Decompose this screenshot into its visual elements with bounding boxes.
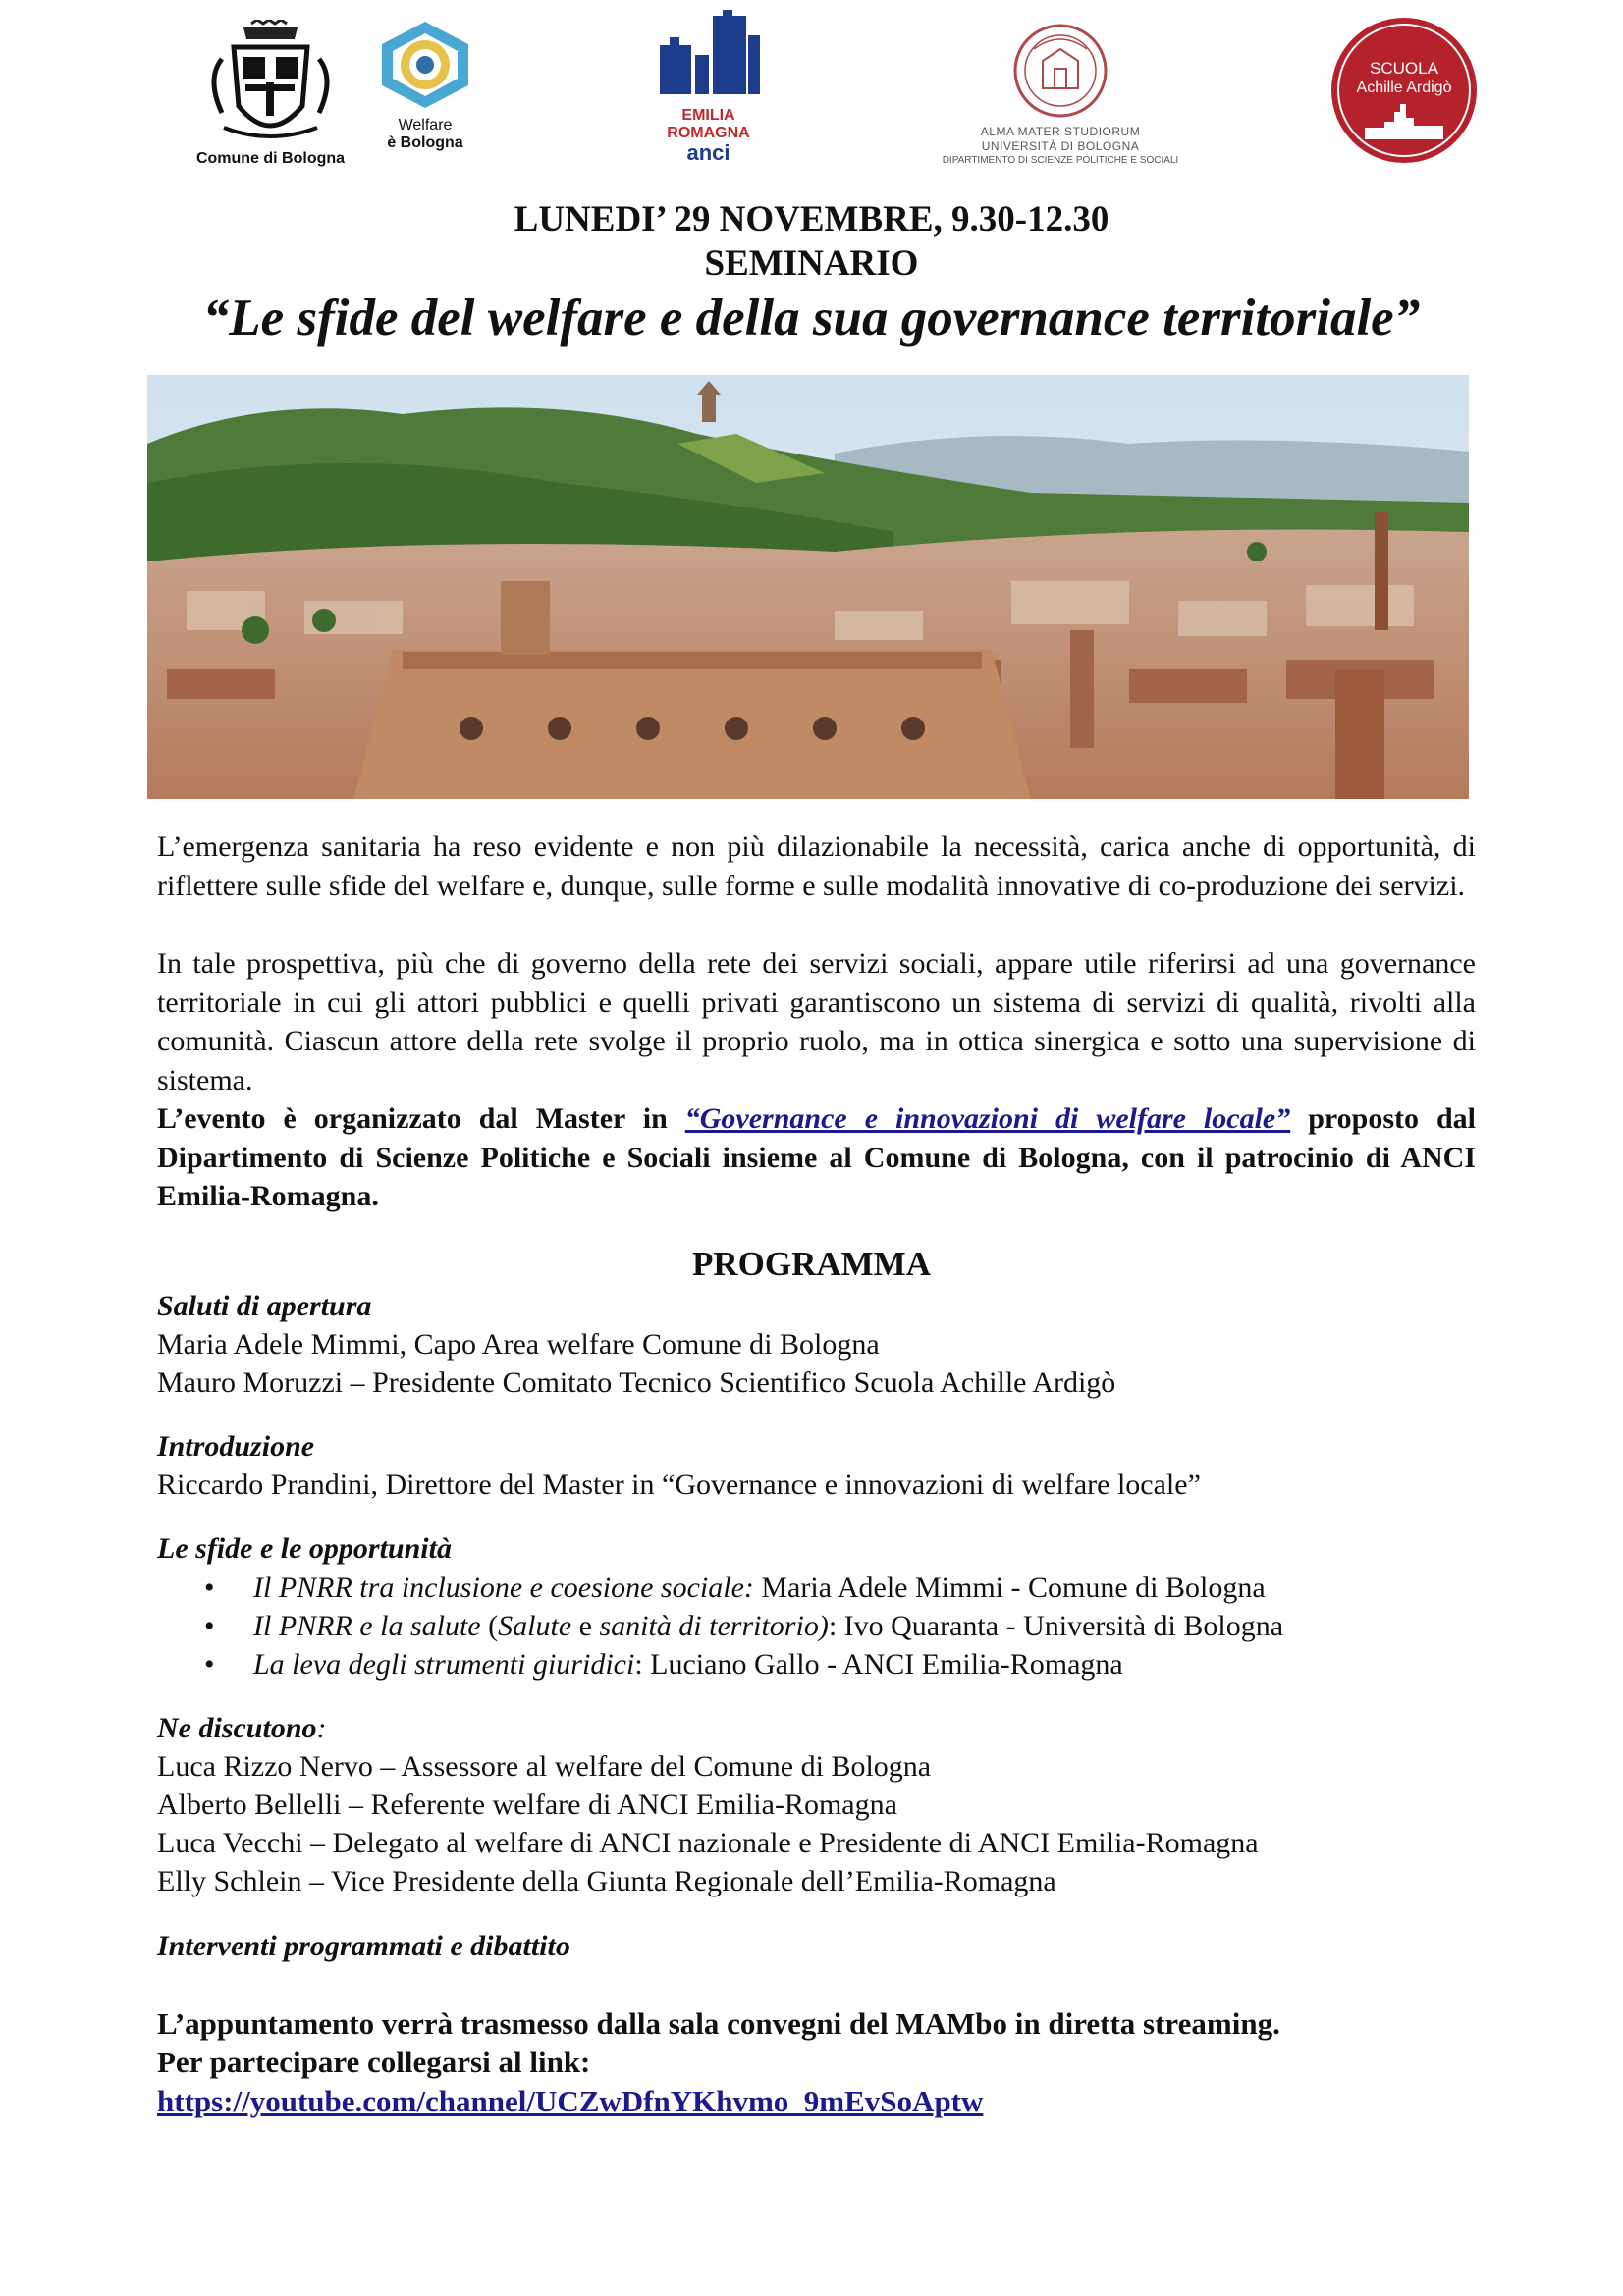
sfide-item (253, 1648, 1123, 1682)
ardigo-towers-icon (1365, 104, 1443, 139)
bologna-crest-icon (185, 20, 356, 142)
bullet-icon: • (204, 1648, 215, 1681)
saluti-heading: Saluti di apertura (157, 1290, 372, 1322)
comune-di-bologna-logo (185, 20, 356, 167)
sfide-item-topic: Il PNRR tra inclusione e coesione sociale: (253, 1572, 754, 1604)
programma-heading: PROGRAMMA (691, 1245, 931, 1283)
unibo-seal-icon (918, 22, 1203, 120)
welfare-bologna-logo (371, 20, 479, 167)
anci-logo-text-1: EMILIA (681, 107, 735, 124)
discutono-line: Luca Vecchi – Delegato al welfare di ANCI nazionale e Presidente di ANCI Emilia-Romagna (157, 1827, 1259, 1859)
event-title: “Le sfide del welfare e della sua governance territoriale” (202, 290, 1421, 347)
bullet-icon: • (204, 1610, 215, 1642)
saluti-line: Mauro Moruzzi – Presidente Comitato Tecnico Scientifico Scuola Achille Ardigò (157, 1366, 1116, 1399)
ardigo-logo-text-1: SCUOLA (1370, 59, 1438, 78)
event-kind: SEMINARIO (704, 243, 919, 284)
scuola-ardigo-logo (1331, 18, 1477, 163)
welfare-logo-text-2: è Bologna (387, 134, 463, 151)
bologna-logo-text: Comune di Bologna (195, 150, 346, 167)
sfide-item-text: e (571, 1610, 600, 1642)
sfide-item-topic: La leva degli strumenti giuridici (253, 1648, 635, 1681)
welfare-hexagon-icon (371, 20, 479, 110)
unibo-logo (918, 22, 1203, 169)
sfide-item-speaker: : Ivo Quaranta - Università di Bologna (828, 1610, 1284, 1642)
discutono-line: Luca Rizzo Nervo – Assessore al welfare del Comune di Bologna (157, 1750, 932, 1783)
anci-tower-icon (652, 10, 765, 96)
youtube-link[interactable]: https://youtube.com/channel/UCZwDfnYKhvmo_9mEvSoAptw (157, 2084, 984, 2118)
sfide-item-speaker: Maria Adele Mimmi - Comune di Bologna (753, 1572, 1266, 1604)
ardigo-logo-text-2: Achille Ardigò (1356, 80, 1452, 96)
sfide-item-speaker: : Luciano Gallo - ANCI Emilia-Romagna (634, 1648, 1123, 1681)
sfide-item-topic: Il PNRR e la salute (253, 1610, 481, 1642)
discutono-line: Elly Schlein – Vice Presidente della Giunta Regionale dell’Emilia-Romagna (157, 1865, 1056, 1897)
intro-p3-start: L’evento è organizzato dal Master in (157, 1102, 685, 1135)
intro-paragraph-1: L’emergenza sanitaria ha reso evidente e non più dilazionabile la necessità, carica anche di opportunità, di riflettere sulle sfide del welfare e, dunque, sulle forme e sulle modalità innovative di co-produzione dei servizi. (157, 830, 1476, 902)
sfide-item (253, 1572, 1266, 1605)
discutono-line: Alberto Bellelli – Referente welfare di ANCI Emilia-Romagna (157, 1789, 897, 1821)
welfare-logo-text-1: Welfare (398, 117, 453, 133)
unibo-logo-text-1: ALMA MATER STUDIORUM (980, 125, 1141, 138)
anci-emilia-romagna-logo (652, 10, 765, 167)
streaming-note: L’appuntamento verrà trasmesso dalla sala convegni del MAMbo in diretta streaming. (157, 2006, 1280, 2041)
discutono-heading-text: Ne discutono (157, 1712, 317, 1744)
bologna-panorama-photo (147, 375, 1469, 799)
interventi-heading: Interventi programmati e dibattito (157, 1930, 570, 1962)
event-date: LUNEDI’ 29 NOVEMBRE, 9.30-12.30 (514, 199, 1109, 240)
introduzione-heading: Introduzione (157, 1430, 315, 1463)
sfide-item-topic: sanità di territorio) (599, 1610, 829, 1642)
unibo-logo-text-3: DIPARTIMENTO DI SCIENZE POLITICHE E SOCIALI (942, 155, 1179, 166)
link-intro: Per partecipare collegarsi al link: (157, 2045, 591, 2079)
sfide-item-topic: Salute (498, 1610, 572, 1642)
master-link[interactable]: “Governance e innovazioni di welfare locale” (684, 1102, 1291, 1135)
sfide-item (253, 1610, 1283, 1643)
introduzione-line: Riccardo Prandini, Direttore del Master in “Governance e innovazioni di welfare locale” (157, 1468, 1201, 1501)
intro-paragraph-3 (157, 1099, 1476, 1216)
anci-logo-text-2: ROMAGNA (667, 125, 750, 141)
anci-logo-text-3: anci (686, 140, 730, 165)
bullet-icon: • (204, 1572, 215, 1604)
logo-strip (0, 0, 1623, 177)
intro-p3-end: proposto dal Dipartimento di Scienze Politiche e Sociali insieme al Comune di Bologna, con il patrocinio di ANCI Emilia-Romagna. (157, 1102, 1477, 1212)
sfide-heading: Le sfide e le opportunità (157, 1532, 452, 1565)
intro-paragraph-2: In tale prospettiva, più che di governo della rete dei servizi sociali, appare utile riferirsi ad una governance territoriale in cui gli attori pubblici e quelli privati garantiscono un sistema di servizi di qualità, rivolti alla comunità. Ciascun attore della rete svolge il proprio ruolo, ma in ottica sinergica e sotto una supervisione di sistema. (157, 947, 1476, 1096)
discutono-colon: : (316, 1712, 327, 1744)
discutono-heading (157, 1712, 327, 1745)
saluti-line: Maria Adele Mimmi, Capo Area welfare Comune di Bologna (157, 1328, 880, 1361)
sfide-item-text: ( (480, 1610, 499, 1642)
unibo-logo-text-2: UNIVERSITÀ DI BOLOGNA (981, 139, 1140, 153)
